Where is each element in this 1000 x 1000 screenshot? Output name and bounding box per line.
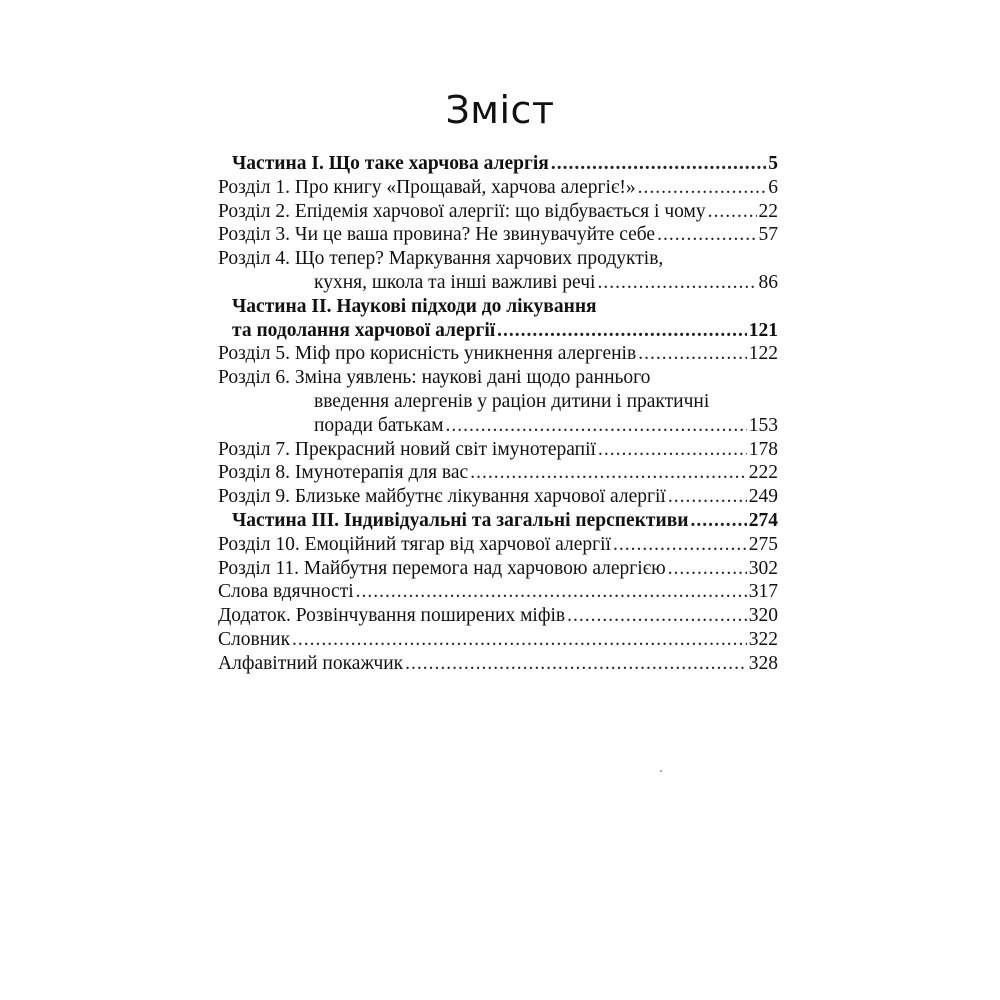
toc-page-number: 222 bbox=[748, 462, 778, 484]
toc-page-number: 121 bbox=[748, 319, 778, 341]
dot-leader bbox=[638, 176, 767, 200]
toc-entry-title: Частина І. Що таке харчова алергія bbox=[232, 153, 549, 174]
toc-chapter-entry bbox=[218, 438, 778, 462]
toc-part-entry bbox=[218, 509, 778, 533]
toc-chapter-entry bbox=[218, 652, 778, 676]
toc-page-number: 322 bbox=[748, 628, 778, 650]
toc-line bbox=[218, 438, 778, 462]
toc-line bbox=[218, 509, 778, 533]
toc-entry-title: Розділ 10. Емоційний тягар від харчової алергії bbox=[218, 533, 611, 555]
toc-entry-title: Розділ 9. Близьке майбутнє лікування харчової алергії bbox=[218, 486, 666, 508]
toc-entry-title: Слова вдячності bbox=[218, 581, 354, 603]
dot-leader bbox=[356, 580, 747, 604]
toc-line bbox=[218, 414, 778, 438]
toc-entry-title: Розділ 3. Чи це ваша провина? Не звинувачуйте себе bbox=[218, 224, 656, 246]
print-speck bbox=[660, 770, 662, 772]
toc-line bbox=[218, 557, 778, 581]
toc-entry-title: Розділ 5. Міф про корисність уникнення алергенів bbox=[218, 343, 637, 365]
toc-entry-title: кухня, школа та інші важливі речі bbox=[314, 271, 596, 293]
toc-entry-title: Розділ 11. Майбутня перемога над харчовою алергією bbox=[218, 557, 666, 579]
toc-chapter-entry bbox=[218, 247, 778, 295]
toc-chapter-entry bbox=[218, 533, 778, 557]
toc-entry-title: Розділ 2. Епідемія харчової алергії: що відбувається і чому bbox=[218, 200, 706, 222]
toc-line bbox=[218, 200, 778, 224]
toc-line bbox=[218, 461, 778, 485]
toc-entry-title: Словник bbox=[218, 628, 291, 650]
toc-page-number: 274 bbox=[748, 509, 778, 531]
toc-line bbox=[218, 271, 778, 295]
toc-line bbox=[218, 247, 778, 271]
dot-leader bbox=[638, 342, 747, 366]
toc-entry-title: Розділ 6. Зміна уявлень: наукові дані щодо раннього bbox=[218, 367, 651, 389]
toc-page-number: 328 bbox=[748, 652, 778, 674]
toc-line bbox=[218, 223, 778, 247]
dot-leader bbox=[567, 604, 747, 628]
dot-leader bbox=[598, 438, 747, 462]
toc-line bbox=[218, 152, 778, 176]
dot-leader bbox=[292, 628, 747, 652]
toc-line bbox=[218, 652, 778, 676]
toc-line bbox=[218, 295, 778, 319]
toc-page-number: 5 bbox=[768, 153, 778, 174]
toc-line bbox=[218, 628, 778, 652]
toc-page-number: 122 bbox=[748, 343, 778, 365]
toc-line bbox=[218, 604, 778, 628]
toc-page-number: 302 bbox=[748, 557, 778, 579]
table-of-contents bbox=[218, 152, 778, 676]
toc-chapter-entry bbox=[218, 557, 778, 581]
toc-line bbox=[218, 176, 778, 200]
toc-entry-title: введення алергенів у раціон дитини і практичні bbox=[314, 390, 710, 412]
dot-leader bbox=[657, 223, 756, 247]
toc-entry-title: Алфавітний покажчик bbox=[218, 652, 404, 674]
toc-entry-title: Розділ 8. Імунотерапія для вас bbox=[218, 462, 469, 484]
toc-chapter-entry bbox=[218, 604, 778, 628]
dot-leader bbox=[613, 533, 747, 557]
page-title: Зміст bbox=[445, 88, 555, 132]
toc-chapter-entry bbox=[218, 366, 778, 437]
toc-page-number: 178 bbox=[748, 438, 778, 460]
toc-entry-title: Розділ 4. Що тепер? Маркування харчових продуктів, bbox=[218, 248, 664, 270]
dot-leader bbox=[668, 485, 747, 509]
dot-leader bbox=[445, 414, 746, 438]
toc-part-entry bbox=[218, 152, 778, 176]
toc-page-number: 86 bbox=[758, 271, 778, 293]
toc-entry-title: поради батькам bbox=[314, 414, 444, 436]
toc-entry-title: Частина III. Індивідуальні та загальні перспективи bbox=[232, 509, 689, 531]
dot-leader bbox=[497, 319, 747, 343]
dot-leader bbox=[708, 200, 757, 224]
toc-chapter-entry bbox=[218, 223, 778, 247]
toc-page-number: 275 bbox=[748, 533, 778, 555]
toc-line bbox=[218, 366, 778, 390]
toc-entry-title: Розділ 1. Про книгу «Прощавай, харчова алергіє!» bbox=[218, 176, 636, 198]
dot-leader bbox=[551, 152, 766, 176]
toc-line bbox=[218, 342, 778, 366]
dot-leader bbox=[405, 652, 747, 676]
toc-part-entry bbox=[218, 295, 778, 343]
toc-page-number: 57 bbox=[758, 224, 778, 246]
toc-line bbox=[218, 580, 778, 604]
toc-chapter-entry bbox=[218, 485, 778, 509]
toc-page-number: 6 bbox=[768, 176, 778, 198]
toc-chapter-entry bbox=[218, 200, 778, 224]
toc-line bbox=[218, 319, 778, 343]
toc-page-number: 249 bbox=[748, 486, 778, 508]
dot-leader bbox=[597, 271, 756, 295]
toc-chapter-entry bbox=[218, 342, 778, 366]
toc-chapter-entry bbox=[218, 176, 778, 200]
toc-line bbox=[218, 533, 778, 557]
toc-chapter-entry bbox=[218, 628, 778, 652]
toc-line bbox=[218, 485, 778, 509]
toc-line bbox=[218, 390, 778, 414]
toc-entry-title: та подолання харчової алергії bbox=[232, 319, 496, 341]
toc-page-number: 153 bbox=[748, 414, 778, 436]
toc-page-number: 317 bbox=[748, 581, 778, 603]
toc-chapter-entry bbox=[218, 580, 778, 604]
toc-entry-title: Додаток. Розвінчування поширених міфів bbox=[218, 605, 566, 627]
toc-entry-title: Частина II. Наукові підходи до лікування bbox=[232, 295, 597, 317]
dot-leader bbox=[668, 557, 747, 581]
toc-page-number: 22 bbox=[758, 200, 778, 222]
toc-entry-title: Розділ 7. Прекрасний новий світ імунотерапії bbox=[218, 438, 596, 460]
toc-page-number: 320 bbox=[748, 605, 778, 627]
dot-leader bbox=[470, 461, 747, 485]
dot-leader bbox=[691, 509, 747, 533]
toc-chapter-entry bbox=[218, 461, 778, 485]
